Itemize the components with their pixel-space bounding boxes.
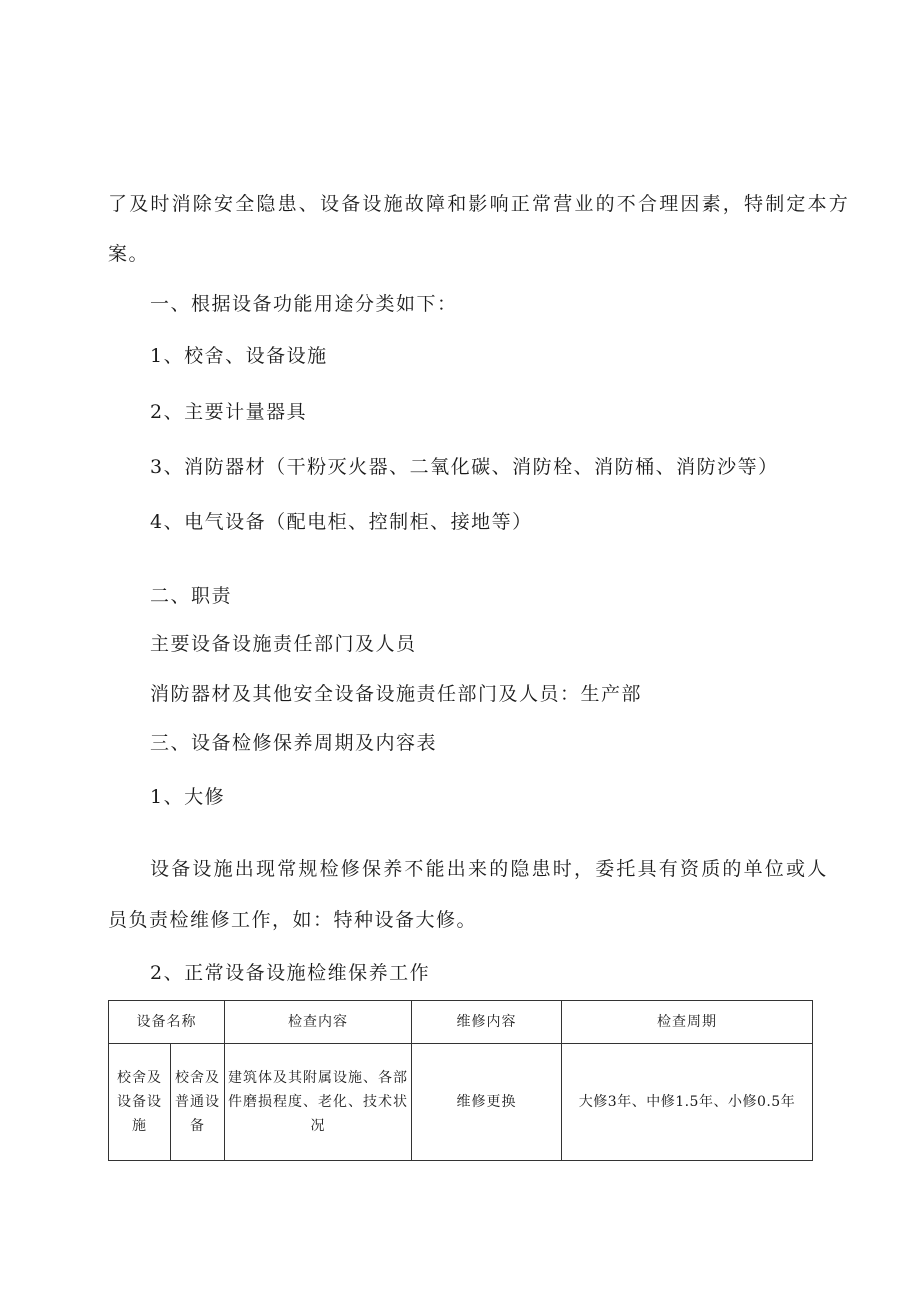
cell-check-content: 建筑体及其附属设施、各部件磨损程度、老化、技术状况 [225, 1044, 412, 1161]
table-row [109, 1044, 813, 1161]
section1-item-1: 1、校舍、设备设施 [150, 345, 328, 367]
intro-line-1: 了及时消除安全隐患、设备设施故障和影响正常营业的不合理因素，特制定本方 [108, 193, 851, 215]
cell-check-cycle: 大修3年、中修1.5年、小修0.5年 [562, 1044, 813, 1161]
cell-repair-content: 维修更换 [412, 1044, 562, 1161]
header-check-content: 检查内容 [225, 1001, 412, 1044]
header-check-cycle: 检查周期 [562, 1001, 813, 1044]
section2-line-2: 消防器材及其他安全设备设施责任部门及人员：生产部 [150, 683, 643, 705]
section3-paragraph-line-1: 设备设施出现常规检修保养不能出来的隐患时，委托具有资质的单位或人 [150, 858, 829, 880]
intro-line-2: 案。 [108, 243, 150, 265]
section2-line-1: 主要设备设施责任部门及人员 [150, 633, 417, 655]
maintenance-table [108, 1000, 813, 1161]
section1-item-4: 4、电气设备（配电柜、控制柜、接地等） [150, 511, 533, 533]
cell-category: 校舍及设备设施 [109, 1044, 171, 1161]
section3-sub-2: 2、正常设备设施检维保养工作 [150, 962, 431, 984]
section3-heading: 三、设备检修保养周期及内容表 [150, 732, 438, 754]
cell-subcategory: 校舍及普通设备 [171, 1044, 225, 1161]
section3-sub-1: 1、大修 [150, 786, 226, 808]
section1-heading: 一、根据设备功能用途分类如下： [150, 293, 458, 315]
header-repair-content: 维修内容 [412, 1001, 562, 1044]
section3-paragraph-line-2: 员负责检维修工作，如：特种设备大修。 [108, 909, 478, 931]
header-equipment-name: 设备名称 [109, 1001, 225, 1044]
section2-heading: 二、职责 [150, 585, 233, 607]
section1-item-2: 2、主要计量器具 [150, 401, 308, 423]
section1-item-3: 3、消防器材（干粉灭火器、二氧化碳、消防栓、消防桶、消防沙等） [150, 456, 779, 478]
table-header-row [109, 1001, 813, 1044]
